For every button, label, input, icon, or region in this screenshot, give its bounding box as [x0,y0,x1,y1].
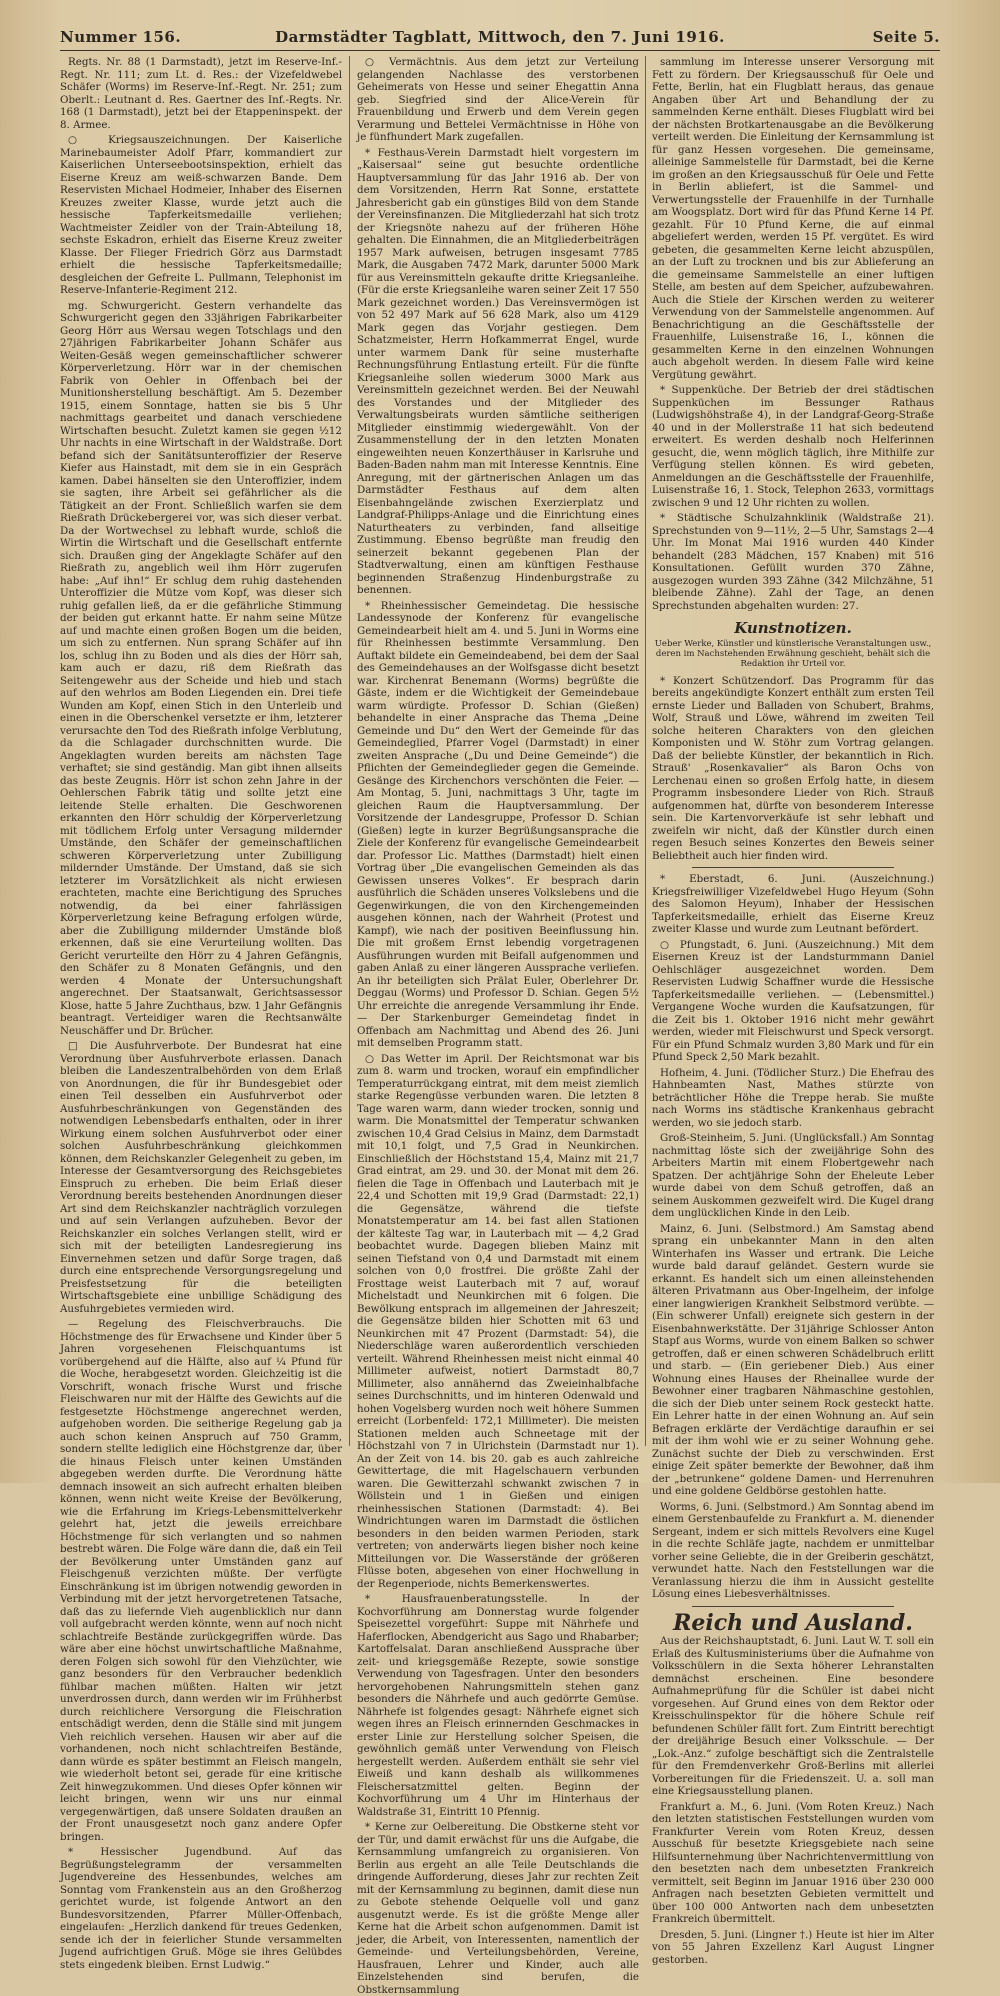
article-soup-kitchen: * Suppenküche. Der Betrieb der drei städtischen Suppenküchen im Bessunger Rathaus (Ludwigshöhstraße 4), in der Landgraf-Georg-Straße 40 und in der Mollerstraße 11 hat sich bedeutend erweitert. Es werden deshalb noch Helferinnen gesucht, die, wenn möglich täglich, ihre Mithilfe zur Verfügung stellen können. Es wird gebeten, Anmeldungen an die Geschäftsstelle der Frauenhilfe, Luisenstraße 16, 1. Stock, Telephon 2633, vormittags zwischen 9 und 12 Uhr richten zu wollen. [652,384,934,509]
article-worms: Worms, 6. Juni. (Selbstmord.) Am Sonntag abend im einem Gerstenbaufelde zu Frankfurt a. M. dienender Sergeant, indem er sich mittels Revolvers eine Kugel in die rechte Schläfe jagte, nachdem er unmittelbar vorher seine Geliebte, die in der Greiberin geschätzt, verwundet hatte. Nach den Feststellungen war die Veranlassung hierzu die ihm in Aussicht gestellte Lösung eines Liebesverhältnisses. [652,1500,934,1600]
article-meat-consumption: — Regelung des Fleischverbrauchs. Die Höchstmenge des für Erwachsene und Kinder über 5 Jahren vorgesehenen Fleischquantums ist vorübergehend auf die Hälfte, also auf ¼ Pfund für die Woche, herabgesetzt worden. Gleichzeitig ist die Vorschrift, wonach frische Wurst und frische Fleischwaren nur mit der Hälfte des Gewichts auf die festgesetzte Höchstmenge angerechnet werden, aufgehoben worden. Die seitherige Regelung gab ja auch schon keinen Anspruch auf 750 Gramm, sondern stellte lediglich eine Höchstgrenze dar, über die hinaus Fleisch unter keinen Umständen abgegeben werden durfte. Die Verordnung hätte demnach insoweit an sich aufrecht erhalten bleiben können, wenn nicht weite Kreise der Bevölkerung, wie die Erfahrung im Kriegs-Lebensmittelverkehr gelehrt hat, jetzt die jeweils erreichbare Höchstmenge für sich verlangten und so nahmen bestrebt wären. Die Folge wäre dann die, daß ein Teil der Bevölkerung unter Umständen ganz auf Fleischgenuß verzichten müßte. Der verfügte Einschränkung ist im übrigen notwendig geworden in Verbindung mit der jetzt hervorgetretenen Tatsache, daß das zu liefernde Vieh augenblicklich nur dann voll aufgebracht werden könnte, wenn auf noch nicht schlachtreife Bestände zurückgegriffen würde. Das wäre aber eine höchst unwirtschaftliche Maßnahme, deren Folgen sich sowohl für den Viehzüchter, wie ganz besonders für den Verbraucher bedenklich fühlbar machen müßten. Halten wir jetzt unverdrossen durch, dann werden wir im Frühherbst durch reichlichere Versorgung die Fleischration entschädigt werden, denn die Ställe sind mit jungem Vieh reichlich versehen. Hausen wir aber auf die vorhandenen, noch nicht schlachtreifen Bestände, dann würde es später bestimmt an Fleisch mangeln, wie wiederholt betont sei, gerade für eine kritische Zeit hinwegzukommen. Und dieses Opfer können wir leicht bringen, wenn wir uns nur einmal vergegenwärtigen, daß unsere Soldaten draußen an der Front unausgesetzt noch ganz andere Opfer bringen. [60,1318,342,1843]
article-kernel-collection: sammlung im Interesse unserer Versorgung mit Fett zu fördern. Der Kriegsausschuß für Oele und Fette, Berlin, hat ein Flugblatt heraus, das genaue Angaben über Art und Behandlung der zu sammelnden Kerne enthält. Dieses Flugblatt wird bei der nächsten Brotkartenausgabe an die Bevölkerung verteilt werden. Die Einleitung der Kernsammlung ist für ganz Hessen vorgesehen. Die gemeinsame, alleinige Sammelstelle für Darmstadt, bei die Kerne im großen an den Kriegsausschuß für Oele und Fette in Berlin abliefert, ist die Sammel- und Verwertungsstelle der Frauenhilfe in der Turnhalle am Woogsplatz. Dort wird für das Pfund Kerne 14 Pf. gezahlt. Für 10 Pfund Kerne, die auf einmal abgeliefert werden, werden 15 Pf. vergütet. Es wird gebeten, die gesammelten Kerne leicht abzuspülen, an der Luft zu trocknen und bis zur Ablieferung an die gemeinsame Sammelstelle an einer luftigen Stelle, am besten auf dem Speicher, aufzubewahren. Auch die Stiele der Kirschen werden zu weiterer Verwendung von der Sammelstelle angenommen. Auf Benachrichtigung an die Geschäftsstelle der Frauenhilfe, Luisenstraße 16, I., können die gesammelten Kerne in den einzelnen Wohnungen auch abgeholt werden. In diesem Falle wird keine Vergütung gewährt. [652,56,934,381]
separator [692,1606,894,1607]
column-1 [60,56,342,1971]
column-2 [357,56,639,1996]
article-hofheim: Hofheim, 4. Juni. (Tödlicher Sturz.) Die Ehefrau des Hahnbeamten Nast, Mathes stürzte von beträchtlicher Höhe die Treppe herab. Sie mußte nach Worms ins städtische Krankenhaus gebracht werden, wo sie jedoch starb. [652,1066,934,1129]
header-rule [60,50,940,51]
section-heading-art-notes: Kunstnotizen. [734,619,852,637]
article-promotions: Regts. Nr. 88 (1 Darmstadt), jetzt im Reserve-Inf.-Regt. Nr. 111; zum Lt. d. Res.: der Vizefeldwebel Schäfer (Worms) im Reserve-Inf.-Regt. Nr. 251; zum Oberlt.: Leutnant d. Res. Gaertner des Inf.-Regts. Nr. 168 (1 Darmstadt), jetzt bei der Etappeninspekt. der 8. Armee. [60,56,342,131]
article-school-dental-clinic: * Städtische Schulzahnklinik (Waldstraße 21). Sprechstunden von 9—11½, 2—5 Uhr, Samstags 2—4 Uhr. Im Monat Mai 1916 wurden 440 Kinder behandelt (283 Mädchen, 157 Knaben) mit 516 Konsultationen. Gefüllt wurden 370 Zähne, ausgezogen wurden 393 Zähne (342 Milchzähne, 51 bleibende Zähne). Zahl der Tage, an denen Sprechstunden abgehalten wurden: 27. [652,512,934,612]
article-kernels-oil: * Kerne zur Oelbereitung. Die Obstkerne steht vor der Tür, und damit erwächst für uns die Aufgabe, die Kernsammlung umfangreich zu organisieren. Von Berlin aus ergeht an alle Teile Deutschlands die dringende Aufforderung, dieses Jahr zur rechten Zeit mit der Kernsammlung zu beginnen, damit diese nun zu Gebote stehende Oelquelle voll und ganz ausgenutzt werde. Es ist die größte Menge aller Kerne hat die Arbeit schon aufgenommen. Damit ist jeder, die Arbeit, von Interessenten, namentlich der Gemeinde- und Verteilungsbehörden, Vereine, Hausfrauen, Lehrer und Kinder, auch alle Einzelstehenden sind berufen, die Obstkernsammlung [357,1821,639,1996]
article-dresden: Dresden, 5. Juni. (Lingner †.) Heute ist hier im Alter von 55 Jahren Exzellenz Karl August Lingner gestorben. [652,1928,934,1966]
issue-number: Nummer 156. [60,28,182,46]
article-eberstadt: * Eberstadt, 6. Juni. (Auszeichnung.) Kriegsfreiwilliger Vizefeldwebel Hugo Heyum (Sohn des Salomon Heyum), Inhaber der Hessischen Tapferkeitsmedaille, erhielt das Eiserne Kreuz zweiter Klasse und wurde zum Leutnant befördert. [652,873,934,935]
article-jury-court: mg. Schwurgericht. Gestern verhandelte das Schwurgericht gegen den 33jährigen Fabrikarbeiter Georg Hörr aus Wersau wegen Totschlags und den 27jährigen Fabrikarbeiter Johann Schäfer aus Weiten-Gesäß wegen gemeinschaftlicher schwerer Körperverletzung. Hörr war in der chemischen Fabrik von Oehler in Offenbach bei der Munitionsherstellung beschäftigt. Am 5. Dezember 1915, einem Sonntage, hatten sie bis 5 Uhr nachmittags gearbeitet und danach verschiedene Wirtschaften besucht. Zuletzt kamen sie gegen ½12 Uhr nachts in eine Wirtschaft in der Waldstraße. Dort befand sich der Sanitätsunteroffizier der Reserve Kiefer aus Hainstadt, mit dem sie in ein Gespräch kamen. Dabei hänselten sie den Unteroffizier, indem sie sagten, ihre Arbeit sei gefährlicher als die Tätigkeit an der Front. Schließlich warfen sie dem Rießrath Drückebergerei vor, was sich dieser verbat. Da der Wortwechsel zu lebhaft wurde, schloß die Wirtin die Wirtschaft und die Gesellschaft entfernte sich. Draußen ging der Angeklagte Schäfer auf den Rießrath zu, angeblich weil ihm Hörr zugerufen habe: „Auf ihn!“ Er schlug dem ruhig dastehenden Unteroffizier die Mütze vom Kopf, was dieser sich ruhig gefallen ließ, da er die gefährliche Stimmung der beiden gut erkannt hatte. Er nahm seine Mütze auf und machte einen großen Bogen um die beiden, um sich zu entfernen. Nun sprang Schäfer auf ihn los, schlug ihn zu Boden und als dies der Hörr sah, kam auch er dazu, riß dem Rießrath das Seitengewehr aus der Scheide und hieb und stach auf den wehrlos am Boden Liegenden ein. Drei tiefe Wunden am Kopf, einen Stich in den Unterleib und einen in die Oberschenkel versetzte er ihm, letzterer verursachte den Tod des Rießrath infolge Verblutung, da die Schlagader durchschnitten wurde. Die Angeklagten wurden bereits am nächsten Tage verhaftet; sie sind geständig. Man gibt ihnen allseits das beste Zeugnis. Hörr ist schon zehn Jahre in der Oehlerschen Fabrik tätig und sollte jetzt eine leitende Stelle erhalten. Die Geschworenen erkannten den Hörr schuldig der Körperverletzung mit tödlichem Erfolg unter Versagung mildernder Umstände, den Schäfer der gemeinschaftlichen schweren Körperverletzung unter Zubilligung mildernder Umstände. Der Umstand, daß sie sich letzterer im Vorsätzlichkeit als nicht erwiesen erachteten, machte eine Berichtigung des Spruches notwendig, da bei einer fahrlässigen Körperverletzung keine Befragung erfolgen würde, aber die Zubilligung mildernder Umstände bloß erkennen, daß sie eine Verurteilung wollten. Das Gericht verurteilte den Hörr zu 4 Jahren Gefängnis, den Schäfer zu 8 Monaten Gefängnis, und den werden 4 Monate der Untersuchungshaft angerechnet. Der Staatsanwalt, Gerichtsassessor Klose, hatte 5 Jahre Zuchthaus, bzw. 1 Jahr Gefängnis beantragt. Verteidiger waren die Rechtsanwälte Neuschäffer und Dr. Brücher. [60,299,342,1037]
article-export-bans: □ Die Ausfuhrverbote. Der Bundesrat hat eine Verordnung über Ausfuhrverbote erlassen. Danach bleiben die Landeszentralbehörden von dem Erlaß von Anordnungen, die für ihr Bundesgebiet oder einen Teil desselben ein Ausfuhrverbot oder Ausfuhrbeschränkungen von Gegenständen des notwendigen Lebensbedarfs enthalten, oder in ihrer Wirkung einem solchen Ausfuhrverbot oder einer solchen Ausfuhrbeschränkung gleichkommen können, dem Reichskanzler Gelegenheit zu geben, im Interesse der Gesamtversorgung des Reichsgebietes Einspruch zu erheben. Die beim Erlaß dieser Verordnung bereits bestehenden Anordnungen dieser Art sind dem Reichskanzler nachträglich vorzulegen und auf sein Verlangen aufzuheben. Bevor der Reichskanzler ein solches Verlangen stellt, wird er sich mit der beteiligten Landesregierung ins Einvernehmen setzen und dafür Sorge tragen, daß durch eine entsprechende Versorgungsregelung und Preisfestsetzung für die beteiligten Wirtschaftsgebiete eine unbillige Schädigung des Ausfuhrgebietes vermieden wird. [60,1040,342,1315]
article-gross-steinheim: Groß-Steinheim, 5. Juni. (Unglücksfall.) Am Sonntag nachmittag löste sich der zweijährige Sohn des Arbeiters Martin mit einem Flobertgewehr nach Spatzen. Der achtjährige Sohn der Eheleute Leber wurde dabei von dem Schuß getroffen, daß an seinem Auskommen gezweifelt wird. Die Kugel drang dem unglücklichen Kinde in den Leib. [652,1132,934,1219]
article-concert: * Konzert Schützendorf. Das Programm für das bereits angekündigte Konzert enthält zum ersten Teil ernste Lieder und Balladen von Schubert, Brahms, Wolf, Strauß und Löwe, während im zweiten Teil solche heiteren Charakters von den gleichen Komponisten und W. Stöhr zum Vortrag gelangen. Daß der beliebte Künstler, der bekanntlich in Rich. Strauß' „Rosenkavalier“ als Baron Ochs von Lerchenau einen so großen Erfolg hatte, in diesem Programm insbesondere Lieder von Rich. Strauß aufgenommen hat, dürfte von besonderem Interesse sein. Die Kartenvorverkäufe ist sehr lebhaft und zweifeln wir nicht, daß der Künstler durch einen regen Besuch seines Konzertes den Beweis seiner Beliebtheit auch hier finden wird. [652,674,934,862]
article-frankfurt: Frankfurt a. M., 6. Juni. (Vom Roten Kreuz.) Nach den letzten statistischen Feststellungen wurden vom Frankfurter Verein vom Roten Kreuz, dessen Ausschuß für besetzte Kriegsgebiete nach seine Hilfsunternehmung über Nachrichtenvermittlung von den besetzten nach dem unbesetzten Frankreich vermittelt, seit Beginn im Januar 1916 über 230 000 Anfragen nach besetzten Gebieten vermittelt und über 100 000 Antworten nach dem unbesetzten Frankreich übermittelt. [652,1800,934,1925]
column-3 [652,56,934,1966]
article-rheinhessen-congregation: * Rheinhessischer Gemeindetag. Die hessische Landessynode der Konferenz für evangelische Gemeindearbeit hielt am 4. und 5. Juni in Worms eine für Rheinhessen bestimmte Versammlung. Den Auftakt bildete ein Gemeindeabend, bei dem der Saal des Gemeindehauses an der Wolfsgasse dicht besetzt war. Kirchenrat Benemann (Worms) begrüßte die Gäste, indem er die Wichtigkeit der Gemeindebaue warm würdigte. Professor D. Schian (Gießen) behandelte in einer Ansprache das Thema „Deine Gemeinde und Du“ den Wert der Gemeinde für das Gemeindeglied, Pfarrer Vogel (Darmstadt) in einer zweiten Ansprache („Du und Deine Gemeinde“) die Pflichten der Gemeindeglieder gegen die Gemeinde. Gesänge des Kirchenchors verschönten die Feier. — Am Montag, 5. Juni, nachmittags 3 Uhr, tagte im gleichen Raum die Hauptversammlung. Der Vorsitzende der Landesgruppe, Professor D. Schian (Gießen) legte in kurzer Begrüßungsansprache die Ziele der Konferenz für evangelische Gemeindearbeit dar. Professor Lic. Matthes (Darmstadt) hielt einen Vortrag über „Die evangelischen Gemeinden als das Gewissen unseres Volkes“. Er besprach darin ausführlich die Schäden unseres Volkslebens und die Gegenwirkungen, die von den Kirchengemeinden ausgehen können, nach der Wahrheit (Protest und Kampf), wie nach der positiven Beeinflussung hin. Die mit großem Ernst lebendig vorgetragenen Ausführungen wurden mit Beifall aufgenommen und gaben Anlaß zu einer längeren Aussprache verliefen. An ihr beteiligten sich Prälat Euler, Oberlehrer Dr. Deggau (Worms) und Professor D. Schian. Gegen 5½ Uhr erreichte die anregende Versammlung ihr Ende. — Der Starkenburger Gemeindetag findet in Offenbach am Nachmittag und Abend des 26. Juni mit demselben Programm statt. [357,599,639,1049]
newspaper-title: Darmstädter Tagblatt, Mittwoch, den 7. Juni 1916. [275,28,725,46]
article-mainz: Mainz, 6. Juni. (Selbstmord.) Am Samstag abend sprang ein unbekannter Mann in den alten Winterhafen ins Wasser und ertrank. Die Leiche wurde bald darauf geländet. Gestern wurde sie erkannt. Es handelt sich um einen alleinstehenden älteren Privatmann aus Ober-Ingelheim, der infolge einer langwierigen Krankheit Selbstmord verübte. — (Ein schwerer Unfall) ereignete sich gestern in der Eisenbahnwerkstätte. Der 31jährige Schlosser Anton Stapf aus Worms, wurde von einem Balken so schwer getroffen, daß er einen schweren Schädelbruch erlitt und starb. — (Ein geriebener Dieb.) Aus einer Wohnung eines Hauses der Rheinallee wurde der Bewohner einer tragbaren Nähmaschine gestohlen, die sich der Dieb unter seinem Rock gesteckt hatte. Ein Lehrer hatte in der einen Wohnung an. Auf sein Befragen erklärte der Verdächtige daraufhin er sei mit der ihm wohl wie er zu seiner Wohnung gehe. Zunächst suchte der Dieb zu verschwinden. Erst einige Zeit später bemerkte der Bewohner, daß ihm der „betrunkene“ goldene Damen- und Herrenuhren und eine goldene Geldbörse gestohlen hatte. [652,1222,934,1497]
column-divider [349,56,350,1446]
article-youth-league: * Hessischer Jugendbund. Auf das Begrüßungstelegramm der versammelten Jugendvereine des Hessenbundes, welches am Sonntag vom Frankenstein aus an den Großherzog gerichtet wurde, ist folgende Antwort an den Bundesvorsitzenden, Pfarrer Müller-Offenbach, eingelaufen: „Herzlich dankend für treues Gedenken, sende ich der in feierlicher Stunde versammelten Jugend aufrichtigen Gruß. Möge sie ihres Gelübdes stets eingedenk bleiben. Ernst Ludwig.“ [60,1846,342,1971]
article-housewives-advice: * Hausfrauenberatungsstelle. In der Kochvorführung am Donnerstag wurde folgender Speisezettel vorgeführt: Suppe mit Nährhefe und Haferflocken, Abendgericht aus Sago und Rhabarber; Kartoffelsalat. Daran anschließend Aussprache über zeit- und kriegsgemäße Rezepte, sowie sonstige Verwendung von Tagesfragen. Unter den besonders hervorgehobenen Nahrungsmitteln stehen ganz besonders die Nährhefe und auch gedörrte Gemüse. Nährhefe ist folgendes gesagt: Nährhefe eignet sich wegen ihres an Fleisch erinnernden Geschmackes in erster Linie zur Herstellung solcher Speisen, die gewöhnlich gemäß unter Verwendung von Fleisch hergestellt werden. Außerdem enthält sie sehr viel Eiweiß und kann deshalb als willkommenes Fleischersatzmittel gelten. Beginn der Kochvorführung um 4 Uhr im Hinterhaus der Waldstraße 31, Eintritt 10 Pfennig. [357,1593,639,1818]
section-heading-reich: Reich und Ausland. [673,1609,913,1636]
article-festhaus-verein: * Festhaus-Verein Darmstadt hielt vorgestern im „Kaisersaal“ seine gut besuchte ordentliche Hauptversammlung für das Jahr 1916 ab. Der von dem Vorsitzenden, Herrn Rat Sonne, erstattete Jahresbericht gab ein günstiges Bild von dem Stande der Vereinsfinanzen. Die Mitgliederzahl hat sich trotz der Kriegsnöte nahezu auf der früheren Höhe gehalten. Die Einnahmen, die an Mitgliederbeiträgen 1957 Mark aufweisen, betrugen insgesamt 7785 Mark, die Ausgaben 7472 Mark, darunter 5000 Mark für aus Vereinsmitteln gekaufte dritte Kriegsanleihe. (Für die erste Kriegsanleihe waren seiner Zeit 17 550 Mark gezeichnet worden.) Das Vereinsvermögen ist von 52 497 Mark auf 56 628 Mark, also um 4129 Mark gegen das Vorjahr gestiegen. Dem Schatzmeister, Herrn Hofkammerrat Engel, wurde unter warmem Dank für seine musterhafte Rechnungsführung Entlastung erteilt. Für die fünfte Kriegsanleihe sollen wiederum 3000 Mark aus Vereinsmitteln gezeichnet werden. Bei der Neuwahl des Vorstandes und der Mitglieder des Verwaltungsbeirats wurden sämtliche seitherigen Mitglieder einstimmig wiedergewählt. Von der Zusammenstellung der in den letzten Monaten eingeweihten neuen Konzerthäuser in Karlsruhe und Baden-Baden nahm man mit Interesse Kenntnis. Eine Anregung, mit der gärtnerischen Anlagen um das Darmstädter Festhaus auf dem alten Eisenbahngelände zwischen Exerzierplatz und Landgraf-Philipps-Anlage und die Einrichtung eines Naturtheaters zu verbinden, fand allseitige Zustimmung. Ebenso begrüßte man freudig den seinerzeit bekannt gegebenen Plan der Stadtverwaltung, einen am künftigen Festhause beginnenden Straßenzug Hindenburgstraße zu benennen. [357,146,639,596]
article-war-decorations: ○ Kriegsauszeichnungen. Der Kaiserliche Marinebaumeister Adolf Pfarr, kommandiert zur Kaiserlichen Unterseebootsinspektion, erhielt das Eiserne Kreuz am weiß-schwarzen Bande. Dem Reservisten Michael Hodmeier, Inhaber des Eisernen Kreuzes zweiter Klasse, wurde jetzt auch die hessische Tapferkeitsmedaille verliehen; Wachtmeister Zeidler von der Train-Abteilung 18, sechste Eskadron, erhielt das Eiserne Kreuz zweiter Klasse. Der Flieger Friedrich Görz aus Darmstadt erhielt die hessische Tapferkeitsmedaille; desgleichen der Gefreite L. Pullmann, Telephonist im Reserve-Infanterie-Regiment 212. [60,134,342,296]
article-bequest: ○ Vermächtnis. Aus dem jetzt zur Verteilung gelangenden Nachlasse des verstorbenen Geheimerats von Hesse und seiner Ehegattin Anna geb. Siegfried sind der Alice-Verein für Frauenbildung und Erwerb und dem Verein gegen Verarmung und Bettelei Vermächtnisse in Höhe von je fünfhundert Mark zugefallen. [357,56,639,143]
article-pfungstadt: ○ Pfungstadt, 6. Juni. (Auszeichnung.) Mit dem Eisernen Kreuz ist der Landsturmmann Daniel Oehlschläger ausgezeichnet worden. Dem Reservisten Ludwig Schaffner wurde die Hessische Tapferkeitsmedaille verliehen. — (Lebensmittel.) Vergangene Woche wurden die Kaufsatzungen, für die Zeit bis 1. Oktober 1916 nicht mehr gewährt werden, wieder mit Fleischwurst und Speck versorgt. Für ein Pfund Schmalz wurden 3,80 Mark und für ein Pfund Speck 2,50 Mark bezahlt. [652,938,934,1063]
article-weather-april: ○ Das Wetter im April. Der Reichtsmonat war bis zum 8. warm und trocken, worauf ein empfindlicher Temperaturrückgang eintrat, mit dem meist ziemlich starke Regengüsse verbunden waren. Die letzten 8 Tage waren warm, dann wieder trocken, sonnig und warm. Die Monatsmittel der Temperatur schwanken zwischen 10,4 Grad Celsius in Mainz, dem Darmstadt mit 10,1 folgt, und 7,5 Grad in Neunkirchen. Einschließlich der Höchststand 15,4, Mainz mit 21,7 Grad eintrat, am 29. und 30. der Monat mit dem 26. fielen die Tage in Offenbach und Lauterbach mit je 22,4 und Schotten mit 19,9 Grad (Darmstadt: 22,1) die Gegensätze, während die tiefste Monatstemperatur am 14. bei fast allen Stationen der kälteste Tag war, in Lauterbach mit — 4,2 Grad beobachtet wurde. Dagegen blieben Mainz mit seinen Tiefstand von 0,4 und Darmstadt mit einem solchen von 0,0 frostfrei. Die größte Zahl der Frosttage weist Lauterbach mit 7 auf, worauf Michelstadt und Neunkirchen mit 6 folgen. Die Bewölkung entsprach im allgemeinen der Jahreszeit; die Gegensätze bilden hier Schotten mit 63 und Neunkirchen mit 47 Prozent (Darmstadt: 54), die Niederschläge waren außerordentlich verschieden verteilt. Während Rheinhessen meist nicht einmal 40 Millimeter aufweist, notiert Darmstadt 80,7 Millimeter, also annähernd das Zweieinhalbfache seines Durchschnitts, und im hinteren Odenwald und hohen Vogelsberg wurden noch weit höhere Summen erreicht (Lorbenfeld: 172,1 Millimeter). Die meisten Stationen melden auch Schneetage mit der Höchstzahl von 7 in Ulrichstein (Darmstadt nur 1). An der Zeit von 14. bis 20. gab es auch zahlreiche Gewittertage, die mit Hagelschauern verbunden waren. Die Gewitterzahl schwankt zwischen 7 in Wöllstein und 1 in Gießen und einigen rheinhessischen Stationen (Darmstadt: 4). Bei Windrichtungen waren im Darmstadt die östlichen besonders in den beiden warmen Perioden, stark vertreten; von anderwärts liegen bisher noch keine Mitteilungen vor. Die Wasserstände der größeren Flüsse boten, abgesehen von einer Hochwellung in der Regenperiode, nichts Bemerkenswertes. [357,1052,639,1590]
page-header [60,28,940,50]
separator [692,867,894,868]
page-number: Seite 5. [872,28,940,46]
section-disclaimer: Ueber Werke, Künstler und künstlerische Veranstaltungen usw., deren im Nachstehenden Erwähnung geschieht, behält sich die Redaktion ihr Urteil vor. [654,638,932,669]
article-berlin: Aus der Reichshauptstadt, 6. Juni. Laut W. T. soll ein Erlaß des Kultusministeriums über die Aufnahme von Volksschülern in die Sexta höherer Lehranstalten demnächst erscheinen. Eine besondere Aufnahmeprüfung für die Schüler ist dabei nicht vorgesehen. Auf Grund eines von dem Rektor oder Kreisschulinspektor für die höhere Schule reif befundenen Schüler fällt fort. Zum Eintritt berechtigt der dreijährige Besuch einer Volksschule. — Der „Lok.-Anz.“ zufolge beschäftigt sich die Zentralstelle für den Fremdenverkehr Groß-Berlins mit allerlei Vorbereitungen für die Friedenszeit. U. a. soll man eine Kriegsausstellung planen. [652,1635,934,1797]
column-divider [645,56,646,1446]
